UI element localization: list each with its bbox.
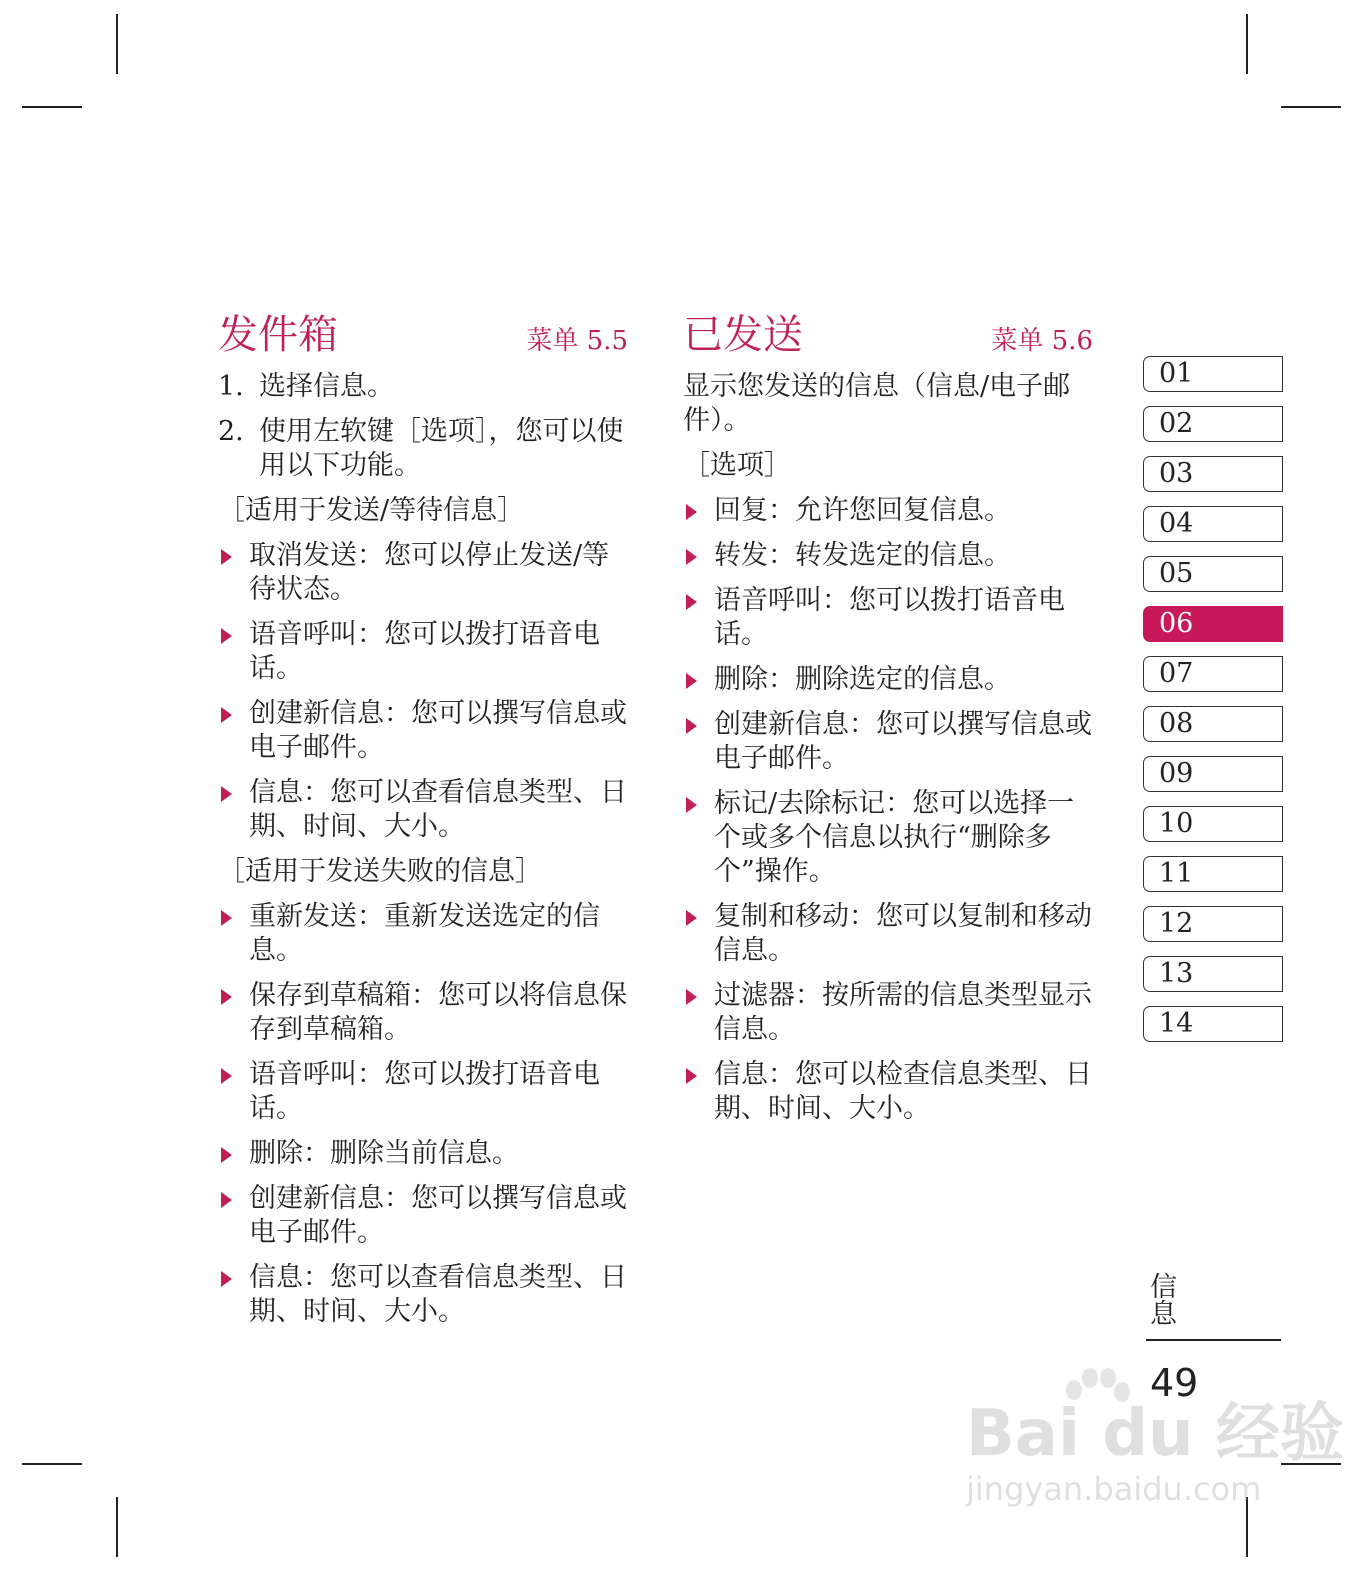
- list-item: [683, 900, 1093, 968]
- list-item-text: 语音呼叫：您可以拨打语音电话。: [249, 1059, 600, 1124]
- crop-mark: [22, 1463, 82, 1465]
- outbox-section: [218, 308, 628, 1340]
- crop-mark: [1246, 14, 1248, 74]
- chapter-tab-active[interactable]: 06: [1143, 606, 1283, 642]
- chapter-tab[interactable]: 08: [1143, 706, 1283, 742]
- triangle-right-icon: [686, 549, 697, 565]
- crop-mark: [22, 106, 82, 108]
- list-item: [683, 663, 1093, 697]
- triangle-right-icon: [686, 504, 697, 520]
- sent-section: [683, 308, 1093, 1137]
- triangle-right-icon: [221, 1271, 232, 1287]
- crop-mark: [1281, 106, 1341, 108]
- list-item: [683, 979, 1093, 1047]
- chapter-tabs: [1143, 356, 1283, 1056]
- chapter-side-label: 信息: [1145, 1272, 1176, 1326]
- list-item: [683, 708, 1093, 776]
- chapter-tab[interactable]: 12: [1143, 906, 1283, 942]
- triangle-right-icon: [221, 707, 232, 723]
- list-item: [683, 584, 1093, 652]
- chapter-tab[interactable]: 04: [1143, 506, 1283, 542]
- triangle-right-icon: [686, 910, 697, 926]
- list-item: [683, 1058, 1093, 1126]
- divider: [1146, 1339, 1281, 1341]
- crop-mark: [116, 14, 118, 74]
- list-item: [218, 697, 628, 765]
- chapter-tab[interactable]: 14: [1143, 1006, 1283, 1042]
- chapter-tab[interactable]: 05: [1143, 556, 1283, 592]
- list-item: [218, 900, 628, 968]
- list-item-text: 保存到草稿箱：您可以将信息保存到草稿箱。: [249, 980, 627, 1045]
- crop-mark: [116, 1497, 118, 1557]
- triangle-right-icon: [686, 673, 697, 689]
- list-item: [218, 618, 628, 686]
- list-item-text: 创建新信息：您可以撰写信息或电子邮件。: [249, 1183, 627, 1248]
- triangle-right-icon: [221, 1068, 232, 1084]
- list-item-text: 创建新信息：您可以撰写信息或电子邮件。: [714, 709, 1092, 774]
- watermark-url: jingyan.baidu.com: [966, 1470, 1262, 1508]
- list-item: [218, 776, 628, 844]
- list-item-text: 信息：您可以查看信息类型、日期、时间、大小。: [249, 777, 627, 842]
- triangle-right-icon: [686, 797, 697, 813]
- step-item: [218, 415, 628, 483]
- triangle-right-icon: [221, 1192, 232, 1208]
- section-header: [218, 308, 628, 364]
- list-item-text: 删除：删除选定的信息。: [714, 664, 1011, 695]
- list-item: [683, 539, 1093, 573]
- group-heading: ［选项］: [683, 450, 791, 481]
- triangle-right-icon: [686, 718, 697, 734]
- step-text: 选择信息。: [259, 371, 394, 402]
- triangle-right-icon: [686, 1068, 697, 1084]
- section-header: [683, 308, 1093, 364]
- triangle-right-icon: [221, 910, 232, 926]
- chapter-tab[interactable]: 11: [1143, 856, 1283, 892]
- list-item-text: 转发：转发选定的信息。: [714, 540, 1011, 571]
- list-item-text: 语音呼叫：您可以拨打语音电话。: [714, 585, 1065, 650]
- section-intro: 显示您发送的信息（信息/电子邮件）。: [683, 371, 1071, 436]
- page-number: 49: [1150, 1361, 1199, 1405]
- list-item-text: 复制和移动：您可以复制和移动信息。: [714, 901, 1092, 966]
- group-heading: ［适用于发送/等待信息］: [218, 495, 525, 526]
- list-item-text: 过滤器：按所需的信息类型显示信息。: [714, 980, 1092, 1045]
- chapter-tab[interactable]: 10: [1143, 806, 1283, 842]
- step-number: 2.: [218, 416, 244, 447]
- list-item: [218, 1058, 628, 1126]
- chapter-tab[interactable]: 09: [1143, 756, 1283, 792]
- step-text: 使用左软键［选项］，您可以使用以下功能。: [259, 416, 624, 481]
- triangle-right-icon: [221, 628, 232, 644]
- step-item: [218, 370, 628, 404]
- section-title: 发件箱: [218, 312, 338, 358]
- list-item-text: 信息：您可以查看信息类型、日期、时间、大小。: [249, 1262, 627, 1327]
- chapter-tab[interactable]: 01: [1143, 356, 1283, 392]
- chapter-tab[interactable]: 02: [1143, 406, 1283, 442]
- triangle-right-icon: [686, 594, 697, 610]
- list-item: [218, 539, 628, 607]
- list-item: [218, 1261, 628, 1329]
- list-item: [683, 787, 1093, 889]
- menu-reference: 菜单 5.6: [991, 326, 1093, 356]
- watermark-logo: Bai du 经验: [966, 1397, 1344, 1471]
- list-item-text: 重新发送：重新发送选定的信息。: [249, 901, 600, 966]
- chapter-tab[interactable]: 07: [1143, 656, 1283, 692]
- triangle-right-icon: [221, 989, 232, 1005]
- chapter-tab[interactable]: 13: [1143, 956, 1283, 992]
- list-item-text: 创建新信息：您可以撰写信息或电子邮件。: [249, 698, 627, 763]
- triangle-right-icon: [221, 786, 232, 802]
- step-number: 1.: [218, 371, 244, 402]
- triangle-right-icon: [221, 1147, 232, 1163]
- menu-reference: 菜单 5.5: [526, 326, 628, 356]
- list-item: [218, 1182, 628, 1250]
- list-item-text: 删除：删除当前信息。: [249, 1138, 519, 1169]
- chapter-tab[interactable]: 03: [1143, 456, 1283, 492]
- list-item: [218, 979, 628, 1047]
- list-item-text: 标记/去除标记：您可以选择一个或多个信息以执行“删除多个”操作。: [714, 788, 1075, 887]
- group-heading: ［适用于发送失败的信息］: [218, 856, 542, 887]
- triangle-right-icon: [221, 549, 232, 565]
- triangle-right-icon: [686, 989, 697, 1005]
- section-title: 已发送: [683, 312, 803, 358]
- list-item-text: 取消发送：您可以停止发送/等待状态。: [249, 540, 610, 605]
- list-item-text: 语音呼叫：您可以拨打语音电话。: [249, 619, 600, 684]
- list-item-text: 回复：允许您回复信息。: [714, 495, 1011, 526]
- list-item: [218, 1137, 628, 1171]
- list-item: [683, 494, 1093, 528]
- list-item-text: 信息：您可以检查信息类型、日期、时间、大小。: [714, 1059, 1092, 1124]
